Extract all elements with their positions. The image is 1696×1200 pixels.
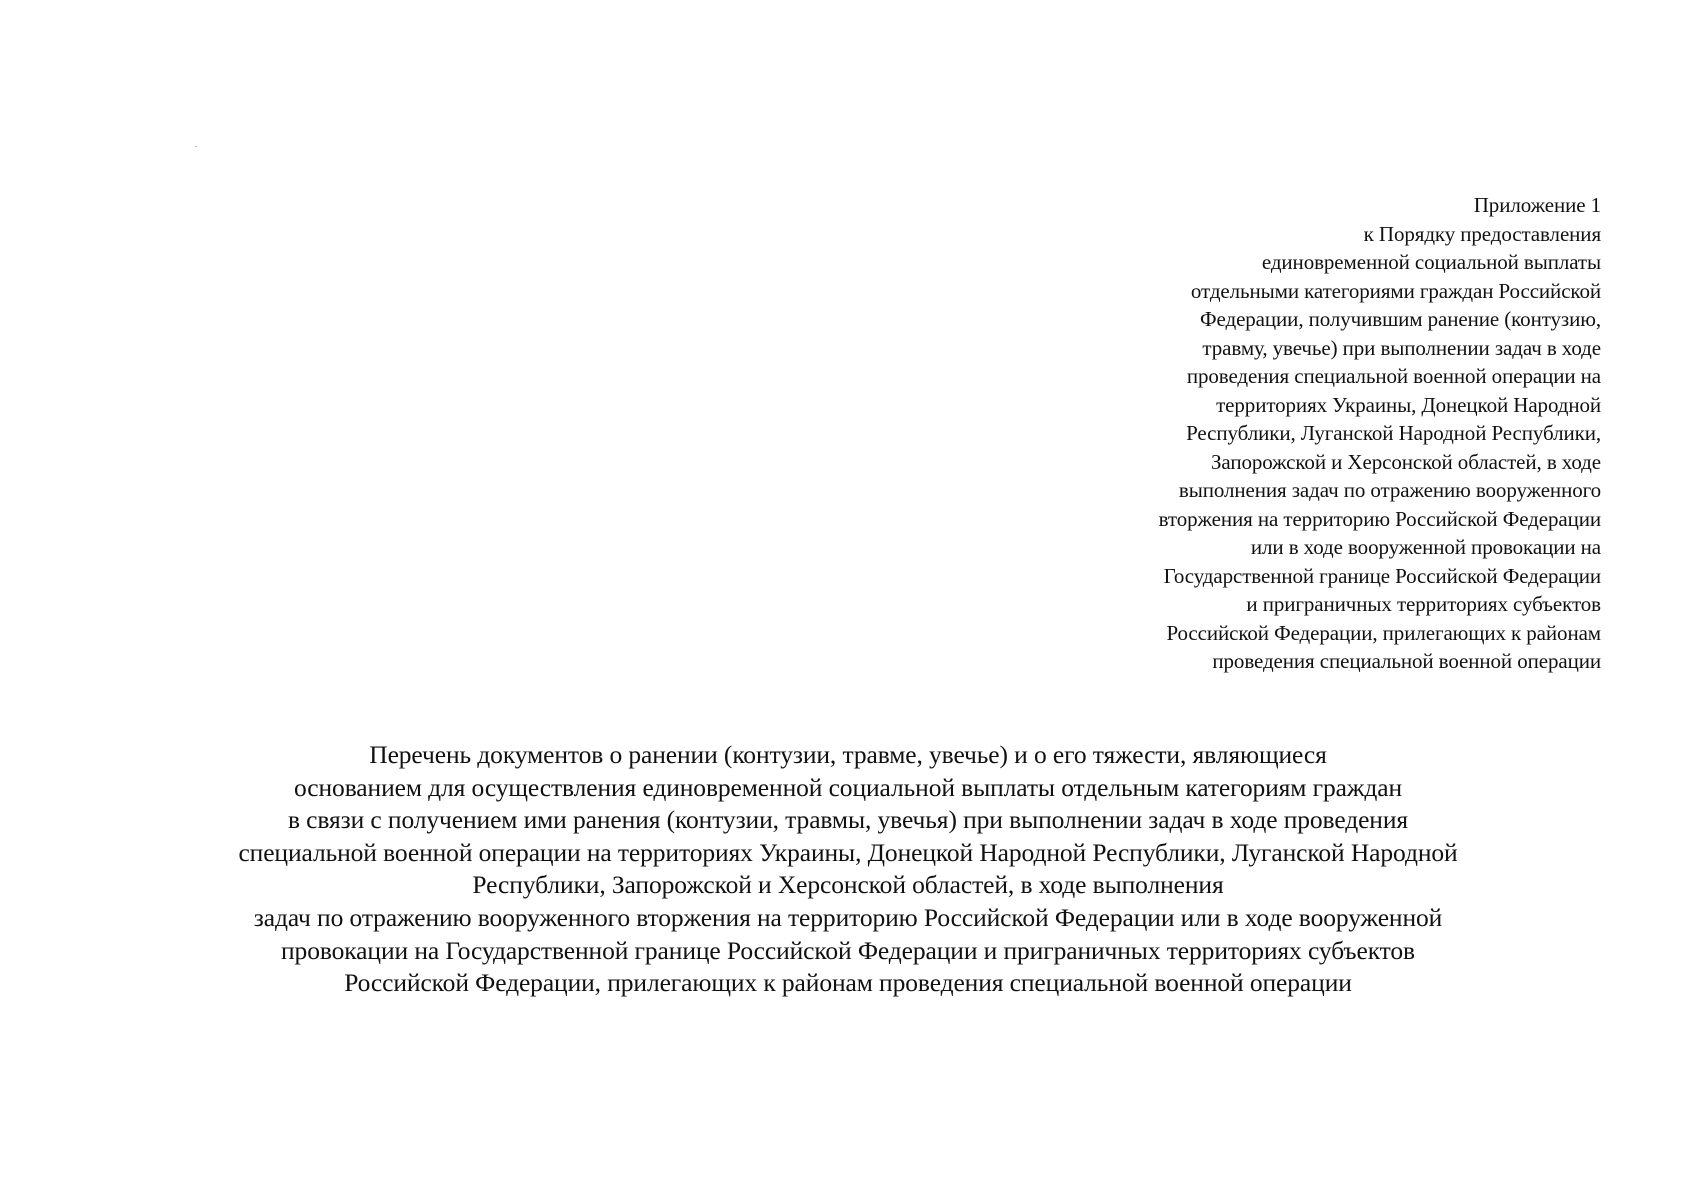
appendix-line: Государственной границе Российской Федерации — [1163, 563, 1601, 588]
title-line: Российской Федерации, прилегающих к районам проведения специальной военной операции — [344, 968, 1352, 998]
scan-speck — [195, 146, 197, 147]
appendix-line: или в ходе вооруженной провокации на — [1250, 535, 1601, 559]
title-line: основанием для осуществления единовременной социальной выплаты отдельным категориям граждан — [294, 772, 1402, 802]
title-line: в связи с получением ими ранения (контузии, травмы, увечья) при выполнении задач в ходе проведения — [287, 805, 1409, 835]
appendix-line: вторжения на территорию Российской Федерации — [1158, 506, 1601, 531]
appendix-line: Российской Федерации, прилегающих к районам — [1166, 620, 1601, 645]
appendix-line: территориях Украины, Донецкой Народной — [1216, 392, 1601, 417]
appendix-line: проведения специальной военной операции — [1212, 649, 1601, 673]
appendix-line: единовременной социальной выплаты — [1261, 250, 1601, 274]
title-line: специальной военной операции на территориях Украины, Донецкой Народной Республики, Луганской Народной — [238, 837, 1458, 867]
appendix-line: проведения специальной военной операции на — [1186, 364, 1601, 388]
appendix-line: Республики, Луганской Народной Республики, — [1186, 421, 1601, 445]
appendix-line: Приложение 1 — [1473, 193, 1601, 217]
appendix-line: травму, увечье) при выполнении задач в ходе — [1202, 335, 1601, 360]
appendix-line: и приграничных территориях субъектов — [1246, 592, 1601, 616]
title-line: провокации на Государственной границе Российской Федерации и приграничных территориях субъектов — [281, 935, 1415, 965]
appendix-line: к Порядку предоставления — [1363, 221, 1601, 246]
appendix-line: выполнения задач по отражению вооруженного — [1178, 478, 1601, 502]
title-line: Перечень документов о ранении (контузии, травме, увечье) и о его тяжести, являющиеся — [369, 740, 1327, 769]
appendix-header — [1041, 191, 1601, 676]
title-line: задач по отражению вооруженного вторжения на территорию Российской Федерации или в ходе вооруженной — [253, 902, 1443, 932]
appendix-line: Федерации, получившим ранение (контузию, — [1200, 307, 1601, 331]
title-line: Республики, Запорожской и Херсонской областей, в ходе выполнения — [472, 870, 1224, 900]
document-title — [0, 739, 1696, 1000]
appendix-line: Запорожской и Херсонской областей, в ходе — [1210, 449, 1601, 474]
appendix-line: отдельными категориями граждан Российской — [1190, 278, 1601, 303]
